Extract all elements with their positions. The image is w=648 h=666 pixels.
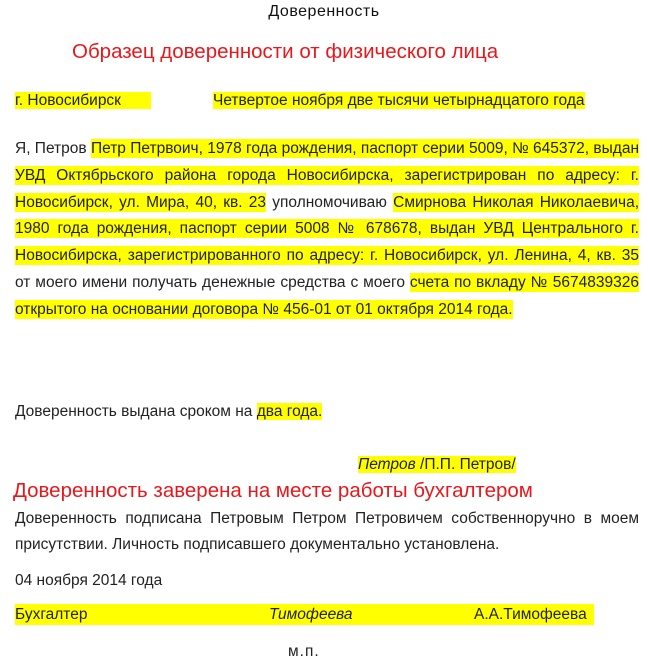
validity-line <box>15 401 322 422</box>
document-title: Доверенность <box>268 3 380 20</box>
validity-term: два года. <box>256 403 323 420</box>
p1-mid2: от моего имени получать денежные средства с моего <box>15 273 410 291</box>
place-line <box>15 90 151 111</box>
certification-paragraph: Доверенность подписана Петровым Петром Петровичем собственноручно в моем присутствии. Личность подписавшего документально установлена. <box>15 510 639 553</box>
accountant-line <box>15 604 594 625</box>
signature-line <box>358 454 516 475</box>
main-paragraph <box>15 136 639 324</box>
validity-lead: Доверенность выдана сроком на <box>15 403 257 420</box>
sample-heading: Образец доверенности от физического лица <box>72 40 499 63</box>
certification-heading: Доверенность заверена на месте работы бухгалтером <box>13 479 533 502</box>
agent-details: Смирнова Николая Николаевича, 1980 года рождения, паспорт серии 5008 № 678678, выдан УВД Центрального г. Новосибирска, зарегистрированного по адресу: г. Новосибирск, ул. Ленина, 4, кв. 35 <box>15 193 640 265</box>
stamp-place: м.п. <box>288 643 320 660</box>
city: г. Новосибирск <box>15 92 151 109</box>
certification-date: 04 ноября 2014 года <box>15 572 163 589</box>
signature-name: /П.П. Петров/ <box>415 456 516 473</box>
date-words: Четвертое ноября две тысячи четырнадцатого года <box>213 92 585 109</box>
accountant-name: А.А.Тимофеева <box>474 606 587 623</box>
account-details: счета по вкладу № 5674839326 открытого на основании договора № 456-01 от 01 октября 2014 года. <box>15 273 639 318</box>
principal-details: Петр Петрвоич, 1978 года рождения, паспорт серии 5009, № 645372, выдан УВД Октябрьского района города Новосибирска, зарегистрирован по адресу: г. Новосибирск, ул. Мира, 40, кв. 23 <box>15 140 639 211</box>
accountant-role: Бухгалтер <box>15 606 88 623</box>
p1-mid1: уполномочиваю <box>266 193 394 211</box>
date-words-line <box>213 90 585 111</box>
p1-lead: Я, Петров <box>15 140 91 157</box>
signature-italic: Петров <box>358 456 416 473</box>
accountant-signature: Тимофеева <box>269 606 353 623</box>
